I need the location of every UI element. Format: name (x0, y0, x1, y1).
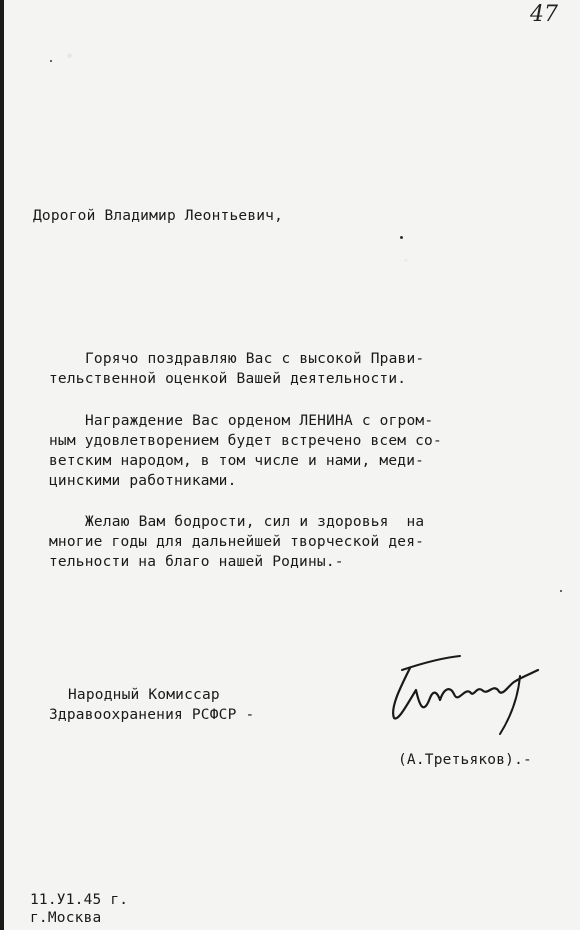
paragraph2-line4: цинскими работниками. (49, 473, 237, 489)
paragraph3-line3: тельности на благо нашей Родины.- (49, 554, 344, 570)
paragraph2-line2: ным удовлетворением будет встречено всем со- (49, 433, 442, 449)
page-number: 47 (530, 2, 558, 27)
paragraph3-line1: Желаю Вам бодрости, сил и здоровья на (85, 514, 425, 530)
paragraph2-line3: ветским народом, в том числе и нами, меди- (49, 453, 425, 469)
sender-name: (А.Третьяков).- (398, 752, 532, 768)
paragraph3-line2: многие годы для дальнейшей творческой дея- (49, 534, 425, 550)
salutation: Дорогой Владимир Леонтьевич, (33, 208, 284, 224)
sender-title-line2: Здравоохранения РСФСР - (49, 707, 255, 723)
scan-speck (50, 60, 52, 62)
paragraph1-line1: Горячо поздравляю Вас с высокой Прави- (85, 351, 425, 367)
scan-speck (400, 236, 403, 239)
paragraph2-line1: Награждение Вас орденом ЛЕНИНА с огром- (85, 413, 434, 429)
scan-edge (0, 0, 4, 930)
paragraph1-line2: тельственной оценкой Вашей деятельности. (49, 371, 407, 387)
date: 11.У1.45 г. (30, 892, 129, 908)
place: г.Москва (30, 910, 102, 926)
sender-title-line1: Народный Комиссар (68, 687, 220, 703)
handwritten-signature (380, 648, 550, 738)
scan-speck (560, 590, 562, 592)
